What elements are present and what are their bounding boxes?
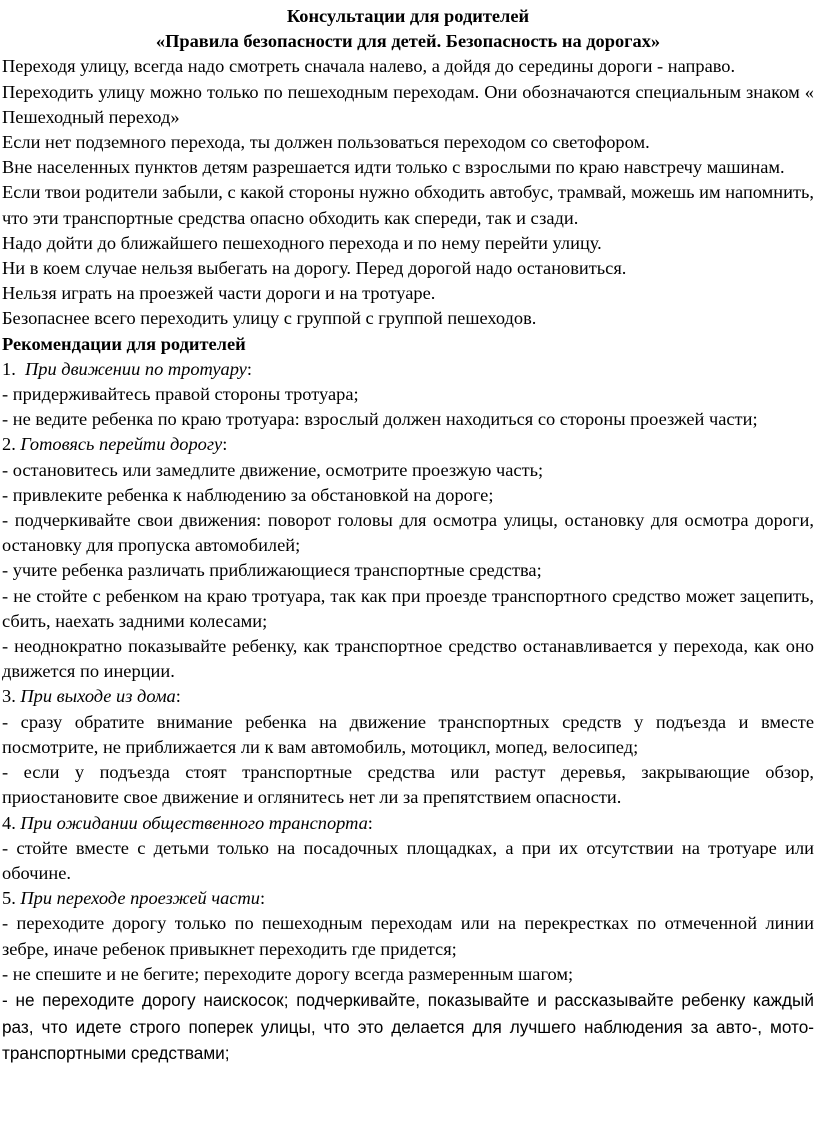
recommendation-item: - не ведите ребенка по краю тротуара: взрослый должен находиться со стороны проезжей части; <box>2 409 758 430</box>
recommendation-item: - не стойте с ребенком на краю тротуара, так как при проезде транспортного средство может зацепить, сбить, наехать задними колесами; <box>2 585 814 631</box>
recommendations-heading: Рекомендации для родителей <box>2 333 246 354</box>
recommendation-item: - не спешите и не бегите; переходите дорогу всегда размеренным шагом; <box>2 963 574 984</box>
document-title-line-2: «Правила безопасности для детей. Безопасность на дорогах» <box>155 31 661 52</box>
recommendation-item: - придерживайтесь правой стороны тротуара; <box>2 384 359 405</box>
section-heading: 2. Готовясь перейти дорогу: <box>2 434 228 455</box>
rule-paragraph: Если нет подземного перехода, ты должен пользоваться переходом со светофором. <box>2 132 650 153</box>
recommendation-item: - если у подъезда стоят транспортные средства или растут деревья, закрывающие обзор, приостановите свое движение и оглянитесь нет ли за препятствием опасности. <box>2 762 814 808</box>
section-title: При ожидании общественного транспорта <box>20 812 368 833</box>
recommendation-item: - привлеките ребенка к наблюдению за обстановкой на дороге; <box>2 484 494 505</box>
rule-paragraph: Надо дойти до ближайшего пешеходного перехода и по нему перейти улицу. <box>2 232 602 253</box>
section-number: 5. <box>2 888 16 909</box>
recommendation-item: - сразу обратите внимание ребенка на движение транспортных средств у подъезда и вместе посмотрите, не приближается ли к вам автомобиль, мотоцикл, мопед, велосипед; <box>2 711 814 757</box>
section-heading: 4. При ожидании общественного транспорта: <box>2 812 373 833</box>
section-heading: 5. При переходе проезжей части: <box>2 888 266 909</box>
recommendation-item: - стойте вместе с детьми только на посадочных площадках, а при их отсутствии на тротуаре или обочине. <box>2 837 814 883</box>
recommendation-item: - не переходите дорогу наискосок; подчеркивайте, показывайте и рассказывайте ребенку каждый раз, что идете строго поперек улицы, что это делается для лучшего наблюдения за авто-, мото- транспортными средствами; <box>2 989 814 1064</box>
section-heading: 3. При выходе из дома: <box>2 686 181 707</box>
section-number: 2. <box>2 434 16 455</box>
recommendation-item: - остановитесь или замедлите движение, осмотрите проезжую часть; <box>2 459 544 480</box>
section-title: Готовясь перейти дорогу <box>20 434 223 455</box>
recommendation-item: - неоднократно показывайте ребенку, как транспортное средство останавливается у перехода, как оно движется по инерции. <box>2 636 814 682</box>
recommendation-item: - подчеркивайте свои движения: поворот головы для осмотра улицы, остановку для осмотра дороги, остановку для пропуска автомобилей; <box>2 510 814 556</box>
rule-paragraph: Безопаснее всего переходить улицу с группой с группой пешеходов. <box>2 308 537 329</box>
section-title: При переходе проезжей части <box>20 888 260 909</box>
section-heading: 1. При движении по тротуару: <box>2 358 252 379</box>
document-title-line-1: Консультации для родителей <box>286 6 530 26</box>
section-number: 1. <box>2 358 16 379</box>
recommendation-item: - учите ребенка различать приближающиеся транспортные средства; <box>2 560 542 581</box>
rule-paragraph: Если твои родители забыли, с какой стороны нужно обходить автобус, трамвай, можешь им напомнить, что эти транспортные средства опасно обходить как спереди, так и сзади. <box>2 182 814 228</box>
rule-paragraph: Вне населенных пунктов детям разрешается идти только с взрослыми по краю навстречу машинам. <box>2 157 785 178</box>
rule-paragraph: Переходя улицу, всегда надо смотреть сначала налево, а дойдя до середины дороги - направо. <box>2 56 736 77</box>
rule-paragraph: Ни в коем случае нельзя выбегать на дорогу. Перед дорогой надо остановиться. <box>2 258 627 279</box>
section-title: При движении по тротуару <box>25 358 247 379</box>
section-number: 3. <box>2 686 16 707</box>
rule-paragraph: Нельзя играть на проезжей части дороги и на тротуаре. <box>2 283 436 304</box>
section-number: 4. <box>2 812 16 833</box>
rule-paragraph: Переходить улицу можно только по пешеходным переходам. Они обозначаются специальным знаком « Пешеходный переход» <box>2 81 814 127</box>
section-title: При выходе из дома <box>20 686 176 707</box>
recommendation-item: - переходите дорогу только по пешеходным переходам или на перекрестках по отмеченной линии зебре, иначе ребенок привыкнет переходить где придется; <box>2 913 814 959</box>
